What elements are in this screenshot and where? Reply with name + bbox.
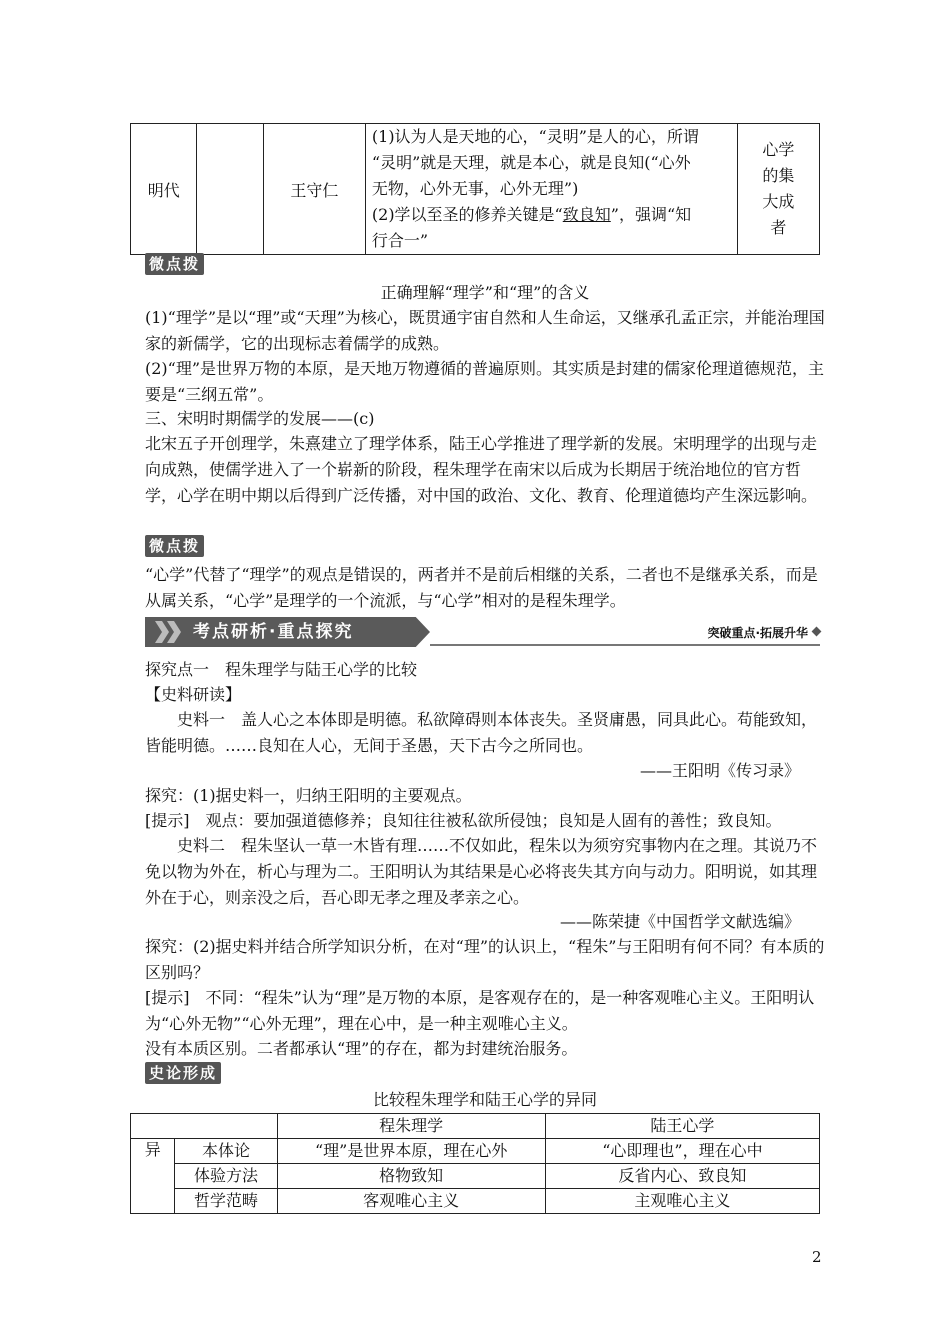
header-cell: 程朱理学 (277, 1114, 545, 1139)
table-row (131, 124, 820, 255)
content-cell (365, 124, 737, 255)
content-line (372, 202, 731, 228)
table-title: 比较程朱理学和陆王心学的异同 (372, 1090, 597, 1109)
header-cell (175, 1114, 277, 1139)
question: 探究：(1)据史料一，归纳王阳明的主要观点。 (145, 786, 472, 805)
divider (430, 644, 820, 646)
material-source: ——陈荣捷《中国哲学文献选编》 (559, 912, 800, 931)
table-cell: 哲学范畴 (175, 1189, 277, 1214)
table-cell: “心即理也”，理在心中 (545, 1139, 819, 1164)
material-text: 史料二 程朱坚认一草一木皆有理……不仅如此，程朱以为须穷究事物内在之理。其说乃不免以物为外在，析心与理为二。王阳明认为其结果是心必将丧失其方向与动力。阳明说，如其理外在于心，则亲没之后，吾心即无孝之理及孝亲之心。 (145, 836, 818, 907)
section-badge: 史论形成 (145, 1062, 221, 1084)
section-heading: 三、宋明时期儒学的发展——(c) (145, 409, 375, 428)
content-text: ”，强调“知 (610, 205, 692, 224)
table-cell: 本体论 (175, 1139, 277, 1164)
table-cell: 客观唯心主义 (277, 1189, 545, 1214)
person-cell: 王守仁 (263, 124, 365, 255)
status-line: 者 (770, 218, 787, 237)
table-cell: 体验方法 (175, 1164, 277, 1189)
content-text: (2)学以至圣的修养关键是“ (371, 205, 563, 224)
diamond-icon (812, 627, 822, 637)
table-header-row (131, 1114, 820, 1139)
answer: [提示] 不同：“程朱”认为“理”是万物的本原，是客观存在的，是一种客观唯心主义。王阳明认为“心外无物”“心外无理”，理在心中，是一种主观唯心主义。 (145, 988, 815, 1033)
table-cell: “理”是世界本原，理在心外 (277, 1139, 545, 1164)
table-row (131, 1189, 820, 1214)
table-cell: 主观唯心主义 (545, 1189, 819, 1214)
group-cell: 异 (131, 1139, 175, 1214)
underlined-term: 致良知 (562, 205, 611, 224)
section-banner (145, 617, 820, 647)
content-line: (1)认为人是天地的心，“灵明”是人的心，所谓 (371, 127, 699, 146)
table-row (131, 1164, 820, 1189)
status-line: 的集 (762, 166, 795, 185)
paragraph: 北宋五子开创理学，朱熹建立了理学体系，陆王心学推进了理学新的发展。宋明理学的出现与走向成熟，使儒学进入了一个崭新的阶段，程朱理学在南宋以后成为长期居于统治地位的官方哲学，心学在明中期以后得到广泛传播，对中国的政治、文化、教育、伦理道德均产生深远影响。 (145, 434, 818, 505)
material-heading: 【史料研读】 (145, 685, 242, 704)
header-cell: 陆王心学 (545, 1114, 819, 1139)
header-cell (131, 1114, 175, 1139)
material-text: 史料一 盖人心之本体即是明德。私欲障碍则本体丧失。圣贤庸愚，同具此心。苟能致知，皆能明德。……良知在人心，无间于圣愚，天下古今之所同也。 (145, 710, 818, 755)
tip-badge: 微点拨 (145, 535, 204, 557)
content-line: 无物，心外无事，心外无理”) (371, 179, 579, 198)
philosophers-table (130, 123, 820, 255)
answer: [提示] 观点：要加强道德修养；良知往往被私欲所侵蚀；良知是人固有的善性；致良知。 (145, 811, 782, 830)
probe-title: 探究点一 程朱理学与陆王心学的比较 (145, 660, 418, 679)
table-cell: 格物致知 (277, 1164, 545, 1189)
comparison-table (130, 1113, 820, 1214)
question: 探究：(2)据史料并结合所学知识分析，在对“理”的认识上，“程朱”与王阳明有何不同？有本质的区别吗？ (145, 937, 825, 982)
status-cell (737, 124, 819, 255)
paragraph: (2)“理”是世界万物的本原，是天地万物遵循的普遍原则。其实质是封建的儒家伦理道德规范，主要是“三纲五常”。 (145, 359, 825, 404)
section-title: 正确理解“理学”和“理”的含义 (380, 283, 590, 302)
banner-title: 考点研析·重点探究 (193, 622, 354, 642)
table-cell: 反省内心、致良知 (545, 1164, 819, 1189)
era-cell: 明代 (131, 124, 197, 255)
paragraph: (1)“理学”是以“理”或“天理”为核心，既贯通宇宙自然和人生命运，又继承孔孟正宗，并能治理国家的新儒学，它的出现标志着儒学的成熟。 (145, 308, 825, 353)
empty-cell (197, 124, 263, 255)
banner-subtitle: 突破重点·拓展升华 (707, 626, 808, 640)
content-line: 行合一” (371, 231, 429, 250)
answer: 没有本质区别。二者都承认“理”的存在，都为封建统治服务。 (145, 1039, 578, 1058)
status-line: 心学 (762, 140, 795, 159)
page-number: 2 (812, 1248, 822, 1266)
tip-badge: 微点拨 (145, 253, 204, 275)
material-source: ——王阳明《传习录》 (639, 761, 800, 780)
content-line: “灵明”就是天理，就是本心，就是良知(“心外 (371, 153, 691, 172)
paragraph: “心学”代替了“理学”的观点是错误的，两者并不是前后相继的关系，二者也不是继承关系，而是从属关系，“心学”是理学的一个流派，与“心学”相对的是程朱理学。 (145, 565, 818, 610)
status-line: 大成 (762, 192, 795, 211)
table-row (131, 1139, 820, 1164)
